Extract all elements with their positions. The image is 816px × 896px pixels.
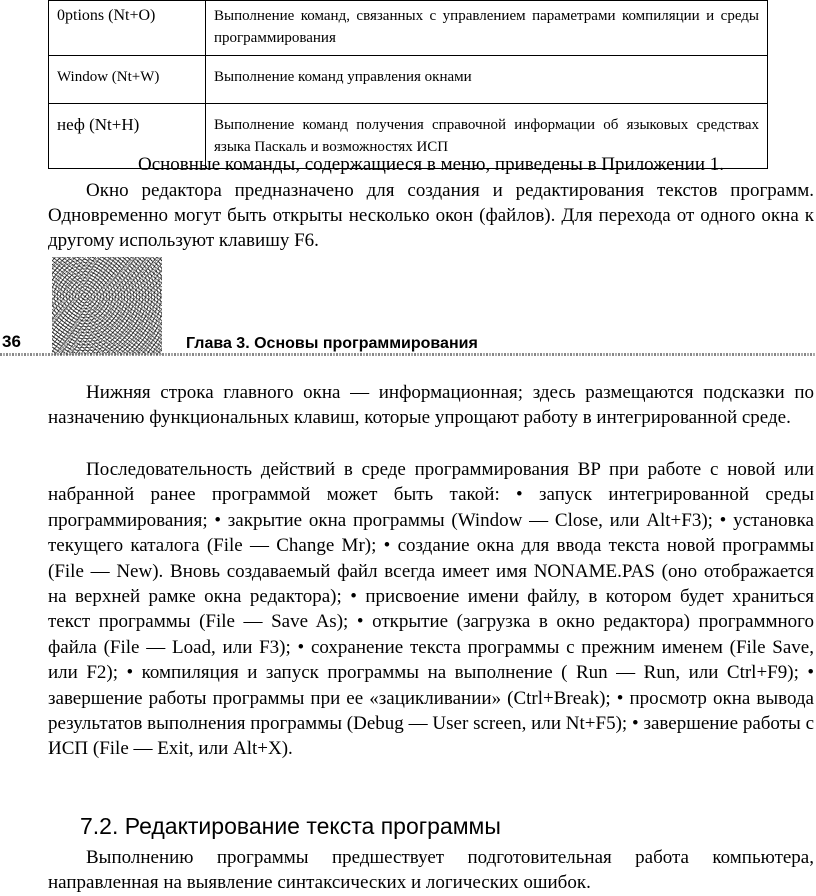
menu-key-cell: неф (Nt+H) xyxy=(49,104,206,169)
menu-commands-table xyxy=(48,0,768,169)
header-rule xyxy=(0,353,816,356)
paragraph-action-sequence: Последовательность действий в среде программирования BP при работе с новой или набранной ранее программой может быть такой: • запуск интегрированной среды программирования; • закрытие окна программы (Window — Close, или Alt+F3); • установка текущего каталога (File — Change Mr); • создание окна для ввода текста новой программы (File — New). Вновь создаваемый файл всегда имеет имя NONAME.PAS (оно отображается на верхней рамке окна редактора); • присвоение имени файлу, в котором будет храниться текст программы (File — Save As); • открытие (загрузка в окно редактора) программного файла (File — Load, или F3); • сохранение текста программы с прежним именем (File Save, или F2); • компиляция и запуск программы на выполнение ( Run — Run, или Ctrl+F9); • завершение работы программы при ее «зацикливании» (Ctrl+Break); • просмотр окна вывода результатов выполнения программы (Debug — User screen, или Nt+F5); • завершение работы с ИСП (File — Exit, или Alt+X). xyxy=(48,459,814,760)
menu-desc-cell: Выполнение команд получения справочной информации об языковых средствах языка Паскаль и возможностях ИСП xyxy=(206,104,768,169)
paragraph-editor-window: Окно редактора предназначено для создания и редактирования текстов программ. Одновременно могут быть открыты несколько окон (файлов). Для перехода от одного окна к другому используют клавишу F6. xyxy=(48,180,814,251)
menu-key-cell: Window (Nt+W) xyxy=(49,56,206,104)
table-row xyxy=(49,1,768,56)
paragraph-info-line: Нижняя строка главного окна — информационная; здесь размещаются подсказки по назначению функциональных клавиш, которые упрощают работу в интегрированной среде. xyxy=(48,382,814,428)
menu-key-cell: 0ptions (Nt+O) xyxy=(49,1,206,56)
paragraph-program-prep: Выполнению программы предшествует подготовительная работа компьютера, направленная на выявление синтаксических и логических ошибок. xyxy=(48,847,814,893)
table-row xyxy=(49,56,768,104)
section-title: 7.2. Редактирование текста программы xyxy=(80,813,501,839)
page-number: 36 xyxy=(2,332,21,351)
menu-desc-cell: Выполнение команд управления окнами xyxy=(206,56,768,104)
running-head: Глава 3. Основы программирования xyxy=(186,335,478,352)
scan-noise-overlay xyxy=(52,257,162,355)
menu-desc-cell: Выполнение команд, связанных с управлением параметрами компиляции и среды программирования xyxy=(206,1,768,56)
paragraph-menu-appendix: Основные команды, содержащиеся в меню, приведены в Приложении 1. xyxy=(137,154,725,175)
